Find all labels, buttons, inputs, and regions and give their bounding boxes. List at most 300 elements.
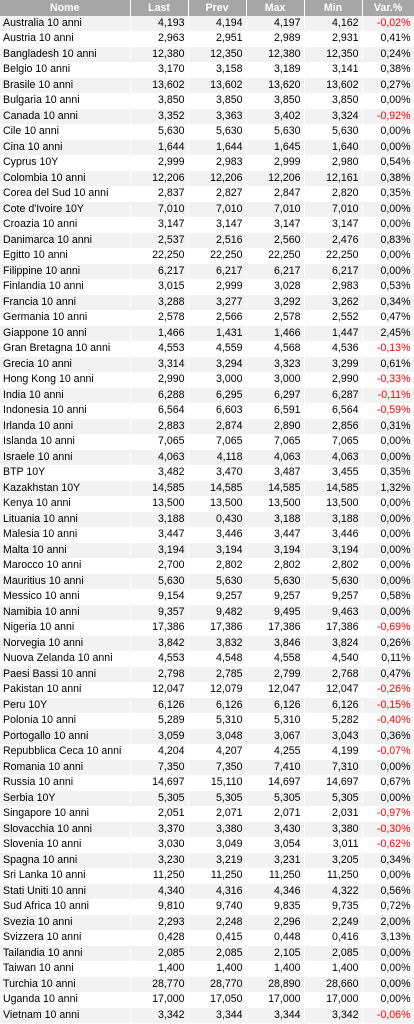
cell-var: 3,13%	[362, 930, 414, 946]
cell-last: 13,500	[130, 496, 188, 512]
table-row[interactable]	[0, 512, 414, 528]
cell-prev: 22,250	[188, 248, 246, 264]
cell-name: Giappone 10 anni	[0, 326, 130, 342]
cell-prev: 1,644	[188, 140, 246, 156]
table-row[interactable]	[0, 326, 414, 342]
cell-name: Indonesia 10 anni	[0, 403, 130, 419]
cell-max: 2,105	[246, 946, 304, 962]
cell-name: Singapore 10 anni	[0, 806, 130, 822]
cell-var: 1,32%	[362, 481, 414, 497]
cell-last: 4,204	[130, 744, 188, 760]
table-row[interactable]	[0, 248, 414, 264]
cell-max: 2,799	[246, 667, 304, 683]
column-header-nome[interactable]: Nome	[0, 0, 130, 16]
cell-last: 3,194	[130, 543, 188, 559]
cell-last: 7,350	[130, 760, 188, 776]
cell-max: 3,846	[246, 636, 304, 652]
table-row[interactable]	[0, 574, 414, 590]
cell-prev: 14,585	[188, 481, 246, 497]
cell-max: 3,344	[246, 1008, 304, 1024]
cell-name: Turchia 10 anni	[0, 977, 130, 993]
cell-name: Australia 10 anni	[0, 16, 130, 32]
table-row[interactable]	[0, 713, 414, 729]
cell-name: Cote d'Ivoire 10Y	[0, 202, 130, 218]
table-row[interactable]	[0, 930, 414, 946]
cell-min: 9,735	[304, 899, 362, 915]
cell-max: 7,065	[246, 434, 304, 450]
table-body	[0, 16, 414, 1024]
cell-prev: 3,344	[188, 1008, 246, 1024]
cell-min: 12,047	[304, 682, 362, 698]
cell-min: 3,446	[304, 527, 362, 543]
cell-prev: 28,770	[188, 977, 246, 993]
cell-prev: 3,049	[188, 837, 246, 853]
cell-last: 3,059	[130, 729, 188, 745]
cell-var: -0,92%	[362, 109, 414, 125]
cell-last: 4,063	[130, 450, 188, 466]
cell-min: 1,640	[304, 140, 362, 156]
cell-last: 2,578	[130, 310, 188, 326]
cell-last: 2,963	[130, 31, 188, 47]
cell-prev: 5,630	[188, 124, 246, 140]
table-row[interactable]	[0, 589, 414, 605]
cell-var: 0,00%	[362, 791, 414, 807]
table-row[interactable]	[0, 946, 414, 962]
cell-prev: 6,217	[188, 264, 246, 280]
cell-name: Egitto 10 anni	[0, 248, 130, 264]
cell-var: 0,24%	[362, 47, 414, 63]
cell-last: 9,357	[130, 605, 188, 621]
cell-max: 3,188	[246, 512, 304, 528]
table-row[interactable]	[0, 791, 414, 807]
cell-min: 7,310	[304, 760, 362, 776]
cell-name: Colombia 10 anni	[0, 171, 130, 187]
cell-var: -0,30%	[362, 822, 414, 838]
cell-min: 4,322	[304, 884, 362, 900]
table-row[interactable]	[0, 171, 414, 187]
cell-prev: 4,207	[188, 744, 246, 760]
cell-min: 3,188	[304, 512, 362, 528]
cell-min: 2,856	[304, 419, 362, 435]
cell-prev: 6,126	[188, 698, 246, 714]
cell-var: 0,11%	[362, 651, 414, 667]
cell-name: Gran Bretagna 10 anni	[0, 341, 130, 357]
table-row[interactable]	[0, 837, 414, 853]
table-row[interactable]	[0, 202, 414, 218]
cell-prev: 9,740	[188, 899, 246, 915]
cell-var: 0,34%	[362, 853, 414, 869]
table-row[interactable]	[0, 31, 414, 47]
cell-min: 14,697	[304, 775, 362, 791]
cell-name: Vietnam 10 anni	[0, 1008, 130, 1024]
cell-var: -0,02%	[362, 16, 414, 32]
cell-max: 5,630	[246, 574, 304, 590]
cell-var: 0,00%	[362, 977, 414, 993]
cell-var: 0,00%	[362, 248, 414, 264]
cell-last: 5,630	[130, 124, 188, 140]
cell-last: 11,250	[130, 868, 188, 884]
cell-last: 2,999	[130, 155, 188, 171]
cell-min: 2,768	[304, 667, 362, 683]
cell-max: 13,620	[246, 78, 304, 94]
cell-last: 4,553	[130, 341, 188, 357]
cell-max: 4,558	[246, 651, 304, 667]
cell-max: 6,591	[246, 403, 304, 419]
table-row[interactable]	[0, 729, 414, 745]
cell-last: 3,842	[130, 636, 188, 652]
cell-name: Spagna 10 anni	[0, 853, 130, 869]
cell-last: 6,288	[130, 388, 188, 404]
column-header-last[interactable]: Last	[130, 0, 188, 16]
cell-last: 6,126	[130, 698, 188, 714]
cell-last: 13,602	[130, 78, 188, 94]
cell-var: 0,47%	[362, 310, 414, 326]
cell-prev: 5,630	[188, 574, 246, 590]
cell-var: -0,69%	[362, 620, 414, 636]
cell-max: 2,989	[246, 31, 304, 47]
cell-min: 4,536	[304, 341, 362, 357]
cell-prev: 3,147	[188, 217, 246, 233]
cell-name: Grecia 10 anni	[0, 357, 130, 373]
cell-var: 0,34%	[362, 295, 414, 311]
cell-var: 0,56%	[362, 884, 414, 900]
table-row[interactable]	[0, 341, 414, 357]
cell-var: 0,35%	[362, 186, 414, 202]
cell-name: Uganda 10 anni	[0, 992, 130, 1008]
cell-name: Francia 10 anni	[0, 295, 130, 311]
cell-min: 2,983	[304, 279, 362, 295]
cell-var: 0,00%	[362, 992, 414, 1008]
cell-last: 3,482	[130, 465, 188, 481]
column-header-max[interactable]: Max	[246, 0, 304, 16]
cell-var: 0,38%	[362, 171, 414, 187]
cell-last: 2,798	[130, 667, 188, 683]
table-row[interactable]	[0, 543, 414, 559]
cell-min: 3,342	[304, 1008, 362, 1024]
cell-prev: 6,295	[188, 388, 246, 404]
cell-min: 4,162	[304, 16, 362, 32]
cell-last: 5,630	[130, 574, 188, 590]
table-row[interactable]	[0, 605, 414, 621]
table-row[interactable]	[0, 527, 414, 543]
cell-max: 5,310	[246, 713, 304, 729]
cell-max: 12,047	[246, 682, 304, 698]
cell-min: 6,126	[304, 698, 362, 714]
cell-name: Finlandia 10 anni	[0, 279, 130, 295]
cell-min: 3,147	[304, 217, 362, 233]
table-row[interactable]	[0, 62, 414, 78]
cell-max: 3,189	[246, 62, 304, 78]
cell-last: 5,305	[130, 791, 188, 807]
cell-min: 3,205	[304, 853, 362, 869]
table-row[interactable]	[0, 93, 414, 109]
cell-last: 14,585	[130, 481, 188, 497]
cell-max: 3,054	[246, 837, 304, 853]
cell-var: 2,45%	[362, 326, 414, 342]
cell-last: 2,293	[130, 915, 188, 931]
cell-var: 2,00%	[362, 915, 414, 931]
cell-name: Tailandia 10 anni	[0, 946, 130, 962]
cell-min: 2,249	[304, 915, 362, 931]
cell-max: 4,568	[246, 341, 304, 357]
cell-prev: 2,566	[188, 310, 246, 326]
cell-max: 22,250	[246, 248, 304, 264]
cell-max: 13,500	[246, 496, 304, 512]
cell-last: 0,428	[130, 930, 188, 946]
cell-max: 3,292	[246, 295, 304, 311]
cell-min: 28,660	[304, 977, 362, 993]
cell-min: 3,324	[304, 109, 362, 125]
cell-prev: 2,071	[188, 806, 246, 822]
table-row[interactable]	[0, 977, 414, 993]
cell-prev: 3,363	[188, 109, 246, 125]
cell-max: 3,402	[246, 109, 304, 125]
table-row[interactable]	[0, 279, 414, 295]
cell-last: 2,085	[130, 946, 188, 962]
cell-max: 28,890	[246, 977, 304, 993]
cell-prev: 2,248	[188, 915, 246, 931]
cell-prev: 2,085	[188, 946, 246, 962]
cell-max: 7,410	[246, 760, 304, 776]
table-row[interactable]	[0, 744, 414, 760]
cell-max: 4,197	[246, 16, 304, 32]
cell-min: 1,400	[304, 961, 362, 977]
cell-prev: 0,415	[188, 930, 246, 946]
cell-prev: 6,603	[188, 403, 246, 419]
cell-name: Cyprus 10Y	[0, 155, 130, 171]
table-row[interactable]	[0, 109, 414, 125]
table-row[interactable]	[0, 357, 414, 373]
table-row[interactable]	[0, 992, 414, 1008]
cell-var: 0,35%	[362, 465, 414, 481]
table-row[interactable]	[0, 295, 414, 311]
cell-var: 0,00%	[362, 760, 414, 776]
cell-var: -0,11%	[362, 388, 414, 404]
cell-max: 7,010	[246, 202, 304, 218]
cell-name: Serbia 10Y	[0, 791, 130, 807]
cell-name: Malta 10 anni	[0, 543, 130, 559]
cell-var: 0,36%	[362, 729, 414, 745]
cell-prev: 5,305	[188, 791, 246, 807]
cell-min: 5,630	[304, 574, 362, 590]
cell-min: 2,802	[304, 558, 362, 574]
cell-last: 4,193	[130, 16, 188, 32]
cell-min: 3,043	[304, 729, 362, 745]
cell-var: 0,54%	[362, 155, 414, 171]
cell-var: 0,00%	[362, 543, 414, 559]
cell-last: 3,447	[130, 527, 188, 543]
table-row[interactable]	[0, 884, 414, 900]
cell-name: India 10 anni	[0, 388, 130, 404]
table-row[interactable]	[0, 915, 414, 931]
table-row[interactable]	[0, 217, 414, 233]
table-row[interactable]	[0, 853, 414, 869]
cell-min: 5,282	[304, 713, 362, 729]
column-header-prev[interactable]: Prev	[188, 0, 246, 16]
cell-max: 6,297	[246, 388, 304, 404]
table-row[interactable]	[0, 140, 414, 156]
table-row[interactable]	[0, 310, 414, 326]
cell-max: 2,071	[246, 806, 304, 822]
cell-max: 9,495	[246, 605, 304, 621]
cell-last: 6,217	[130, 264, 188, 280]
cell-max: 3,194	[246, 543, 304, 559]
cell-min: 2,085	[304, 946, 362, 962]
cell-min: 6,217	[304, 264, 362, 280]
cell-max: 12,206	[246, 171, 304, 187]
cell-max: 9,835	[246, 899, 304, 915]
cell-name: Sri Lanka 10 anni	[0, 868, 130, 884]
table-row[interactable]	[0, 233, 414, 249]
table-row[interactable]	[0, 651, 414, 667]
cell-name: Slovenia 10 anni	[0, 837, 130, 853]
cell-min: 4,063	[304, 450, 362, 466]
table-row[interactable]	[0, 775, 414, 791]
cell-last: 17,000	[130, 992, 188, 1008]
table-row[interactable]	[0, 403, 414, 419]
cell-var: -0,59%	[362, 403, 414, 419]
table-row[interactable]	[0, 961, 414, 977]
cell-name: Portogallo 10 anni	[0, 729, 130, 745]
table-row[interactable]	[0, 899, 414, 915]
table-row[interactable]	[0, 620, 414, 636]
cell-prev: 5,310	[188, 713, 246, 729]
table-row[interactable]	[0, 388, 414, 404]
cell-last: 12,047	[130, 682, 188, 698]
cell-min: 5,630	[304, 124, 362, 140]
table-row[interactable]	[0, 636, 414, 652]
table-row[interactable]	[0, 822, 414, 838]
cell-name: Namibia 10 anni	[0, 605, 130, 621]
cell-min: 17,386	[304, 620, 362, 636]
column-header-var[interactable]: Var.%	[362, 0, 414, 16]
cell-last: 3,352	[130, 109, 188, 125]
cell-max: 4,346	[246, 884, 304, 900]
cell-prev: 17,386	[188, 620, 246, 636]
cell-name: Austria 10 anni	[0, 31, 130, 47]
cell-last: 3,030	[130, 837, 188, 853]
cell-prev: 4,548	[188, 651, 246, 667]
cell-max: 2,578	[246, 310, 304, 326]
table-row[interactable]	[0, 496, 414, 512]
table-row[interactable]	[0, 481, 414, 497]
cell-var: 0,58%	[362, 589, 414, 605]
cell-last: 2,990	[130, 372, 188, 388]
table-row[interactable]	[0, 558, 414, 574]
cell-prev: 2,827	[188, 186, 246, 202]
table-row[interactable]	[0, 264, 414, 280]
cell-max: 3,447	[246, 527, 304, 543]
table-row[interactable]	[0, 434, 414, 450]
cell-name: Peru 10Y	[0, 698, 130, 714]
cell-max: 11,250	[246, 868, 304, 884]
cell-prev: 9,482	[188, 605, 246, 621]
cell-name: Cina 10 anni	[0, 140, 130, 156]
table-row[interactable]	[0, 450, 414, 466]
table-row[interactable]	[0, 806, 414, 822]
cell-min: 3,380	[304, 822, 362, 838]
cell-var: 0,83%	[362, 233, 414, 249]
table-row[interactable]	[0, 682, 414, 698]
cell-prev: 7,010	[188, 202, 246, 218]
cell-name: Pakistan 10 anni	[0, 682, 130, 698]
cell-var: -0,33%	[362, 372, 414, 388]
cell-max: 12,380	[246, 47, 304, 63]
table-row[interactable]	[0, 47, 414, 63]
cell-max: 4,255	[246, 744, 304, 760]
cell-var: 0,00%	[362, 605, 414, 621]
cell-name: Sud Africa 10 anni	[0, 899, 130, 915]
cell-prev: 0,430	[188, 512, 246, 528]
cell-prev: 3,446	[188, 527, 246, 543]
cell-prev: 3,219	[188, 853, 246, 869]
table-row[interactable]	[0, 419, 414, 435]
cell-var: 0,00%	[362, 512, 414, 528]
cell-min: 2,820	[304, 186, 362, 202]
cell-max: 3,430	[246, 822, 304, 838]
cell-name: Danimarca 10 anni	[0, 233, 130, 249]
table-row[interactable]	[0, 698, 414, 714]
table-row[interactable]	[0, 1008, 414, 1024]
table-row[interactable]	[0, 372, 414, 388]
table-row[interactable]	[0, 186, 414, 202]
cell-prev: 2,874	[188, 419, 246, 435]
cell-var: 0,41%	[362, 31, 414, 47]
cell-max: 1,645	[246, 140, 304, 156]
cell-last: 28,770	[130, 977, 188, 993]
cell-last: 3,288	[130, 295, 188, 311]
cell-last: 3,015	[130, 279, 188, 295]
cell-prev: 3,000	[188, 372, 246, 388]
cell-name: Norvegia 10 anni	[0, 636, 130, 652]
cell-name: Irlanda 10 anni	[0, 419, 130, 435]
cell-max: 3,850	[246, 93, 304, 109]
cell-var: 0,00%	[362, 961, 414, 977]
table-row[interactable]	[0, 124, 414, 140]
table-row[interactable]	[0, 667, 414, 683]
cell-min: 4,540	[304, 651, 362, 667]
table-row[interactable]	[0, 868, 414, 884]
cell-max: 6,126	[246, 698, 304, 714]
cell-max: 1,466	[246, 326, 304, 342]
cell-min: 12,350	[304, 47, 362, 63]
table-row[interactable]	[0, 155, 414, 171]
cell-min: 2,552	[304, 310, 362, 326]
table-row[interactable]	[0, 465, 414, 481]
table-row[interactable]	[0, 16, 414, 32]
cell-name: Belgio 10 anni	[0, 62, 130, 78]
cell-min: 2,476	[304, 233, 362, 249]
table-row[interactable]	[0, 78, 414, 94]
cell-name: Polonia 10 anni	[0, 713, 130, 729]
cell-max: 3,487	[246, 465, 304, 481]
cell-name: Germania 10 anni	[0, 310, 130, 326]
cell-min: 3,299	[304, 357, 362, 373]
column-header-min[interactable]: Min	[304, 0, 362, 16]
cell-name: Bangladesh 10 anni	[0, 47, 130, 63]
cell-var: 0,00%	[362, 868, 414, 884]
cell-name: Filippine 10 anni	[0, 264, 130, 280]
cell-max: 5,630	[246, 124, 304, 140]
cell-last: 1,400	[130, 961, 188, 977]
cell-name: Nigeria 10 anni	[0, 620, 130, 636]
cell-min: 9,257	[304, 589, 362, 605]
cell-prev: 4,194	[188, 16, 246, 32]
cell-min: 4,199	[304, 744, 362, 760]
cell-var: 0,61%	[362, 357, 414, 373]
cell-last: 5,289	[130, 713, 188, 729]
table-row[interactable]	[0, 760, 414, 776]
